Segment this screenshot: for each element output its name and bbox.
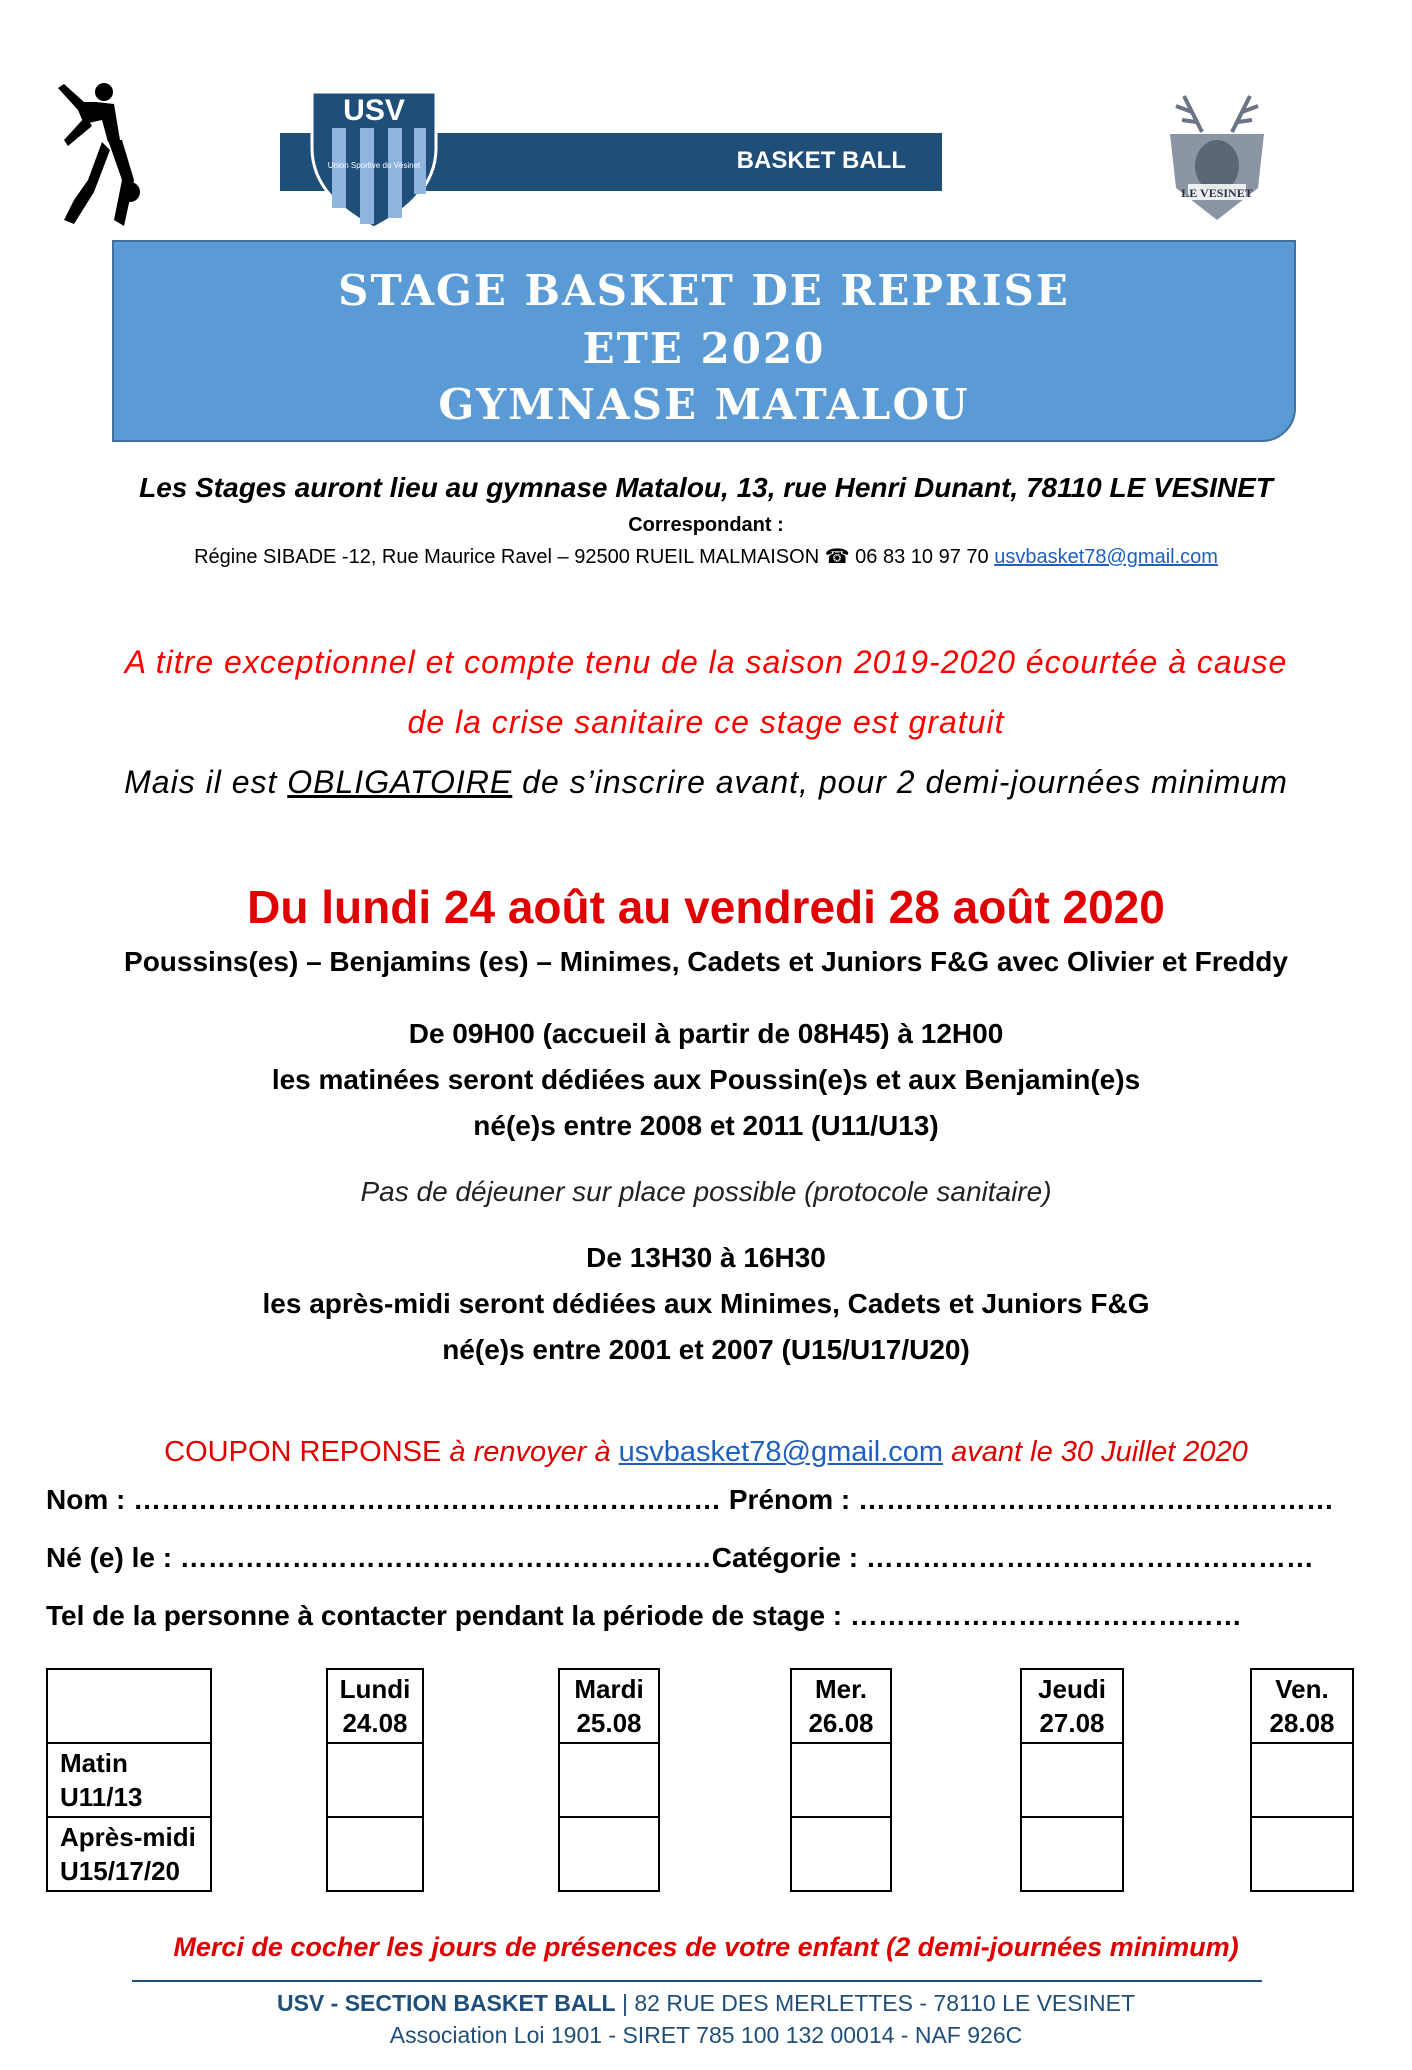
contact-email-link[interactable]: usvbasket78@gmail.com [994, 546, 1218, 568]
notice-line-3-after: de s’inscrire avant, pour 2 demi-journées minimum [512, 764, 1288, 800]
checkbox-lundi-apres-midi[interactable] [326, 1816, 424, 1892]
form-phone-line[interactable]: Tel de la personne à contacter pendant la période de stage : …………………………………… [46, 1600, 1242, 1631]
row-label-matin [46, 1742, 212, 1818]
footer-address: | 82 RUE DES MERLETTES - 78110 LE VESINET [615, 1990, 1136, 2016]
coupon-label: COUPON REPONSE [164, 1436, 442, 1468]
title-line-3: GYMNASE MATALOU [438, 380, 970, 429]
day-date: 25.08 [576, 1708, 642, 1738]
form-birth-category-line[interactable]: Né (e) le : …………………………………………………Catégorie : ………………………………………… [46, 1542, 1314, 1573]
mandatory-emphasis: OBLIGATOIRE [287, 764, 513, 800]
checkbox-vendredi-matin[interactable] [1250, 1742, 1354, 1818]
title-banner [112, 240, 1296, 442]
day-name: Jeudi [1038, 1674, 1106, 1704]
day-date: 27.08 [1039, 1708, 1105, 1738]
day-name: Ven. [1275, 1674, 1329, 1704]
table-corner-cell [46, 1668, 212, 1744]
afternoon-time: De 13H30 à 16H30 [586, 1242, 826, 1273]
day-date: 26.08 [808, 1708, 874, 1738]
morning-time: De 09H00 (accueil à partir de 08H45) à 12H00 [408, 1018, 1004, 1049]
coupon-send-to: à renvoyer à [441, 1436, 619, 1468]
row-label-apres-midi-category: U15/17/20 [60, 1856, 180, 1886]
day-name: Mer. [814, 1674, 868, 1704]
location-line: Les Stages auront lieu au gymnase Matalou, 13, rue Henri Dunant, 78110 LE VESINET [139, 472, 1273, 503]
day-header-mercredi [790, 1668, 892, 1744]
footer-line-1 [0, 1990, 1412, 2017]
coupon-deadline: avant le 30 Juillet 2020 [943, 1436, 1248, 1468]
usv-shield-logo [308, 88, 440, 230]
day-date: 24.08 [342, 1708, 408, 1738]
checkbox-mardi-matin[interactable] [558, 1742, 660, 1818]
title-line-2: ETE 2020 [582, 324, 826, 373]
vesinet-deer-logo [1162, 92, 1272, 224]
correspondant-label: Correspondant : [628, 514, 784, 536]
row-label-matin-name: Matin [60, 1748, 128, 1778]
section-label: BASKET BALL [736, 147, 906, 174]
title-line-1: STAGE BASKET DE REPRISE [338, 266, 1070, 315]
notice-line-2: de la crise sanitaire ce stage est gratuit [407, 704, 1005, 740]
checkbox-mercredi-apres-midi[interactable] [790, 1816, 892, 1892]
day-name: Mardi [574, 1674, 644, 1704]
vesinet-logo-text: LE VESINET [1181, 186, 1253, 200]
row-label-apres-midi-name: Après-midi [60, 1822, 196, 1852]
stage-dates: Du lundi 24 août au vendredi 28 août 2020 [247, 881, 1165, 933]
checkbox-jeudi-matin[interactable] [1020, 1742, 1124, 1818]
usv-badge-subtext: Union Sportive du Vésinet [327, 161, 421, 170]
day-date: 28.08 [1269, 1708, 1335, 1738]
footer-divider [132, 1980, 1262, 1982]
notice-line-3-before: Mais il est [124, 764, 288, 800]
day-header-jeudi [1020, 1668, 1124, 1744]
day-header-mardi [558, 1668, 660, 1744]
day-header-vendredi [1250, 1668, 1354, 1744]
basketball-player-icon [44, 80, 144, 230]
checkbox-jeudi-apres-midi[interactable] [1020, 1816, 1124, 1892]
afternoon-description: les après-midi seront dédiées aux Minimes, Cadets et Juniors F&G [262, 1288, 1150, 1319]
day-header-lundi [326, 1668, 424, 1744]
row-label-matin-category: U11/13 [60, 1782, 143, 1812]
morning-description: les matinées seront dédiées aux Poussin(e)s et aux Benjamin(e)s [271, 1064, 1141, 1095]
form-name-line[interactable]: Nom : ……………………………………………………… Prénom : …………………………………………… [46, 1484, 1335, 1515]
contact-details: Régine SIBADE -12, Rue Maurice Ravel – 92500 RUEIL MALMAISON ☎ 06 83 10 97 70 [194, 546, 989, 568]
groups-line: Poussins(es) – Benjamins (es) – Minimes, Cadets et Juniors F&G avec Olivier et Freddy [124, 946, 1288, 977]
footer-line-2: Association Loi 1901 - SIRET 785 100 132 00014 - NAF 926C [389, 2022, 1023, 2048]
table-instruction: Merci de cocher les jours de présences de votre enfant (2 demi-journées minimum) [173, 1932, 1239, 1962]
checkbox-mardi-apres-midi[interactable] [558, 1816, 660, 1892]
notice-line-3 [0, 764, 1412, 801]
row-label-apres-midi [46, 1816, 212, 1892]
checkbox-vendredi-apres-midi[interactable] [1250, 1816, 1354, 1892]
contact-line [0, 544, 1412, 569]
checkbox-lundi-matin[interactable] [326, 1742, 424, 1818]
notice-line-1: A titre exceptionnel et compte tenu de la saison 2019-2020 écourtée à cause [124, 644, 1288, 680]
morning-birth-years: né(e)s entre 2008 et 2011 (U11/U13) [473, 1110, 939, 1141]
usv-badge-text: USV [343, 94, 405, 127]
afternoon-birth-years: né(e)s entre 2001 et 2007 (U15/U17/U20) [442, 1334, 970, 1365]
checkbox-mercredi-matin[interactable] [790, 1742, 892, 1818]
coupon-heading [0, 1436, 1412, 1469]
coupon-email-link[interactable]: usvbasket78@gmail.com [618, 1436, 944, 1468]
lunch-note: Pas de déjeuner sur place possible (protocole sanitaire) [360, 1176, 1052, 1207]
day-name: Lundi [339, 1674, 411, 1704]
footer-organization: USV - SECTION BASKET BALL [276, 1990, 616, 2016]
